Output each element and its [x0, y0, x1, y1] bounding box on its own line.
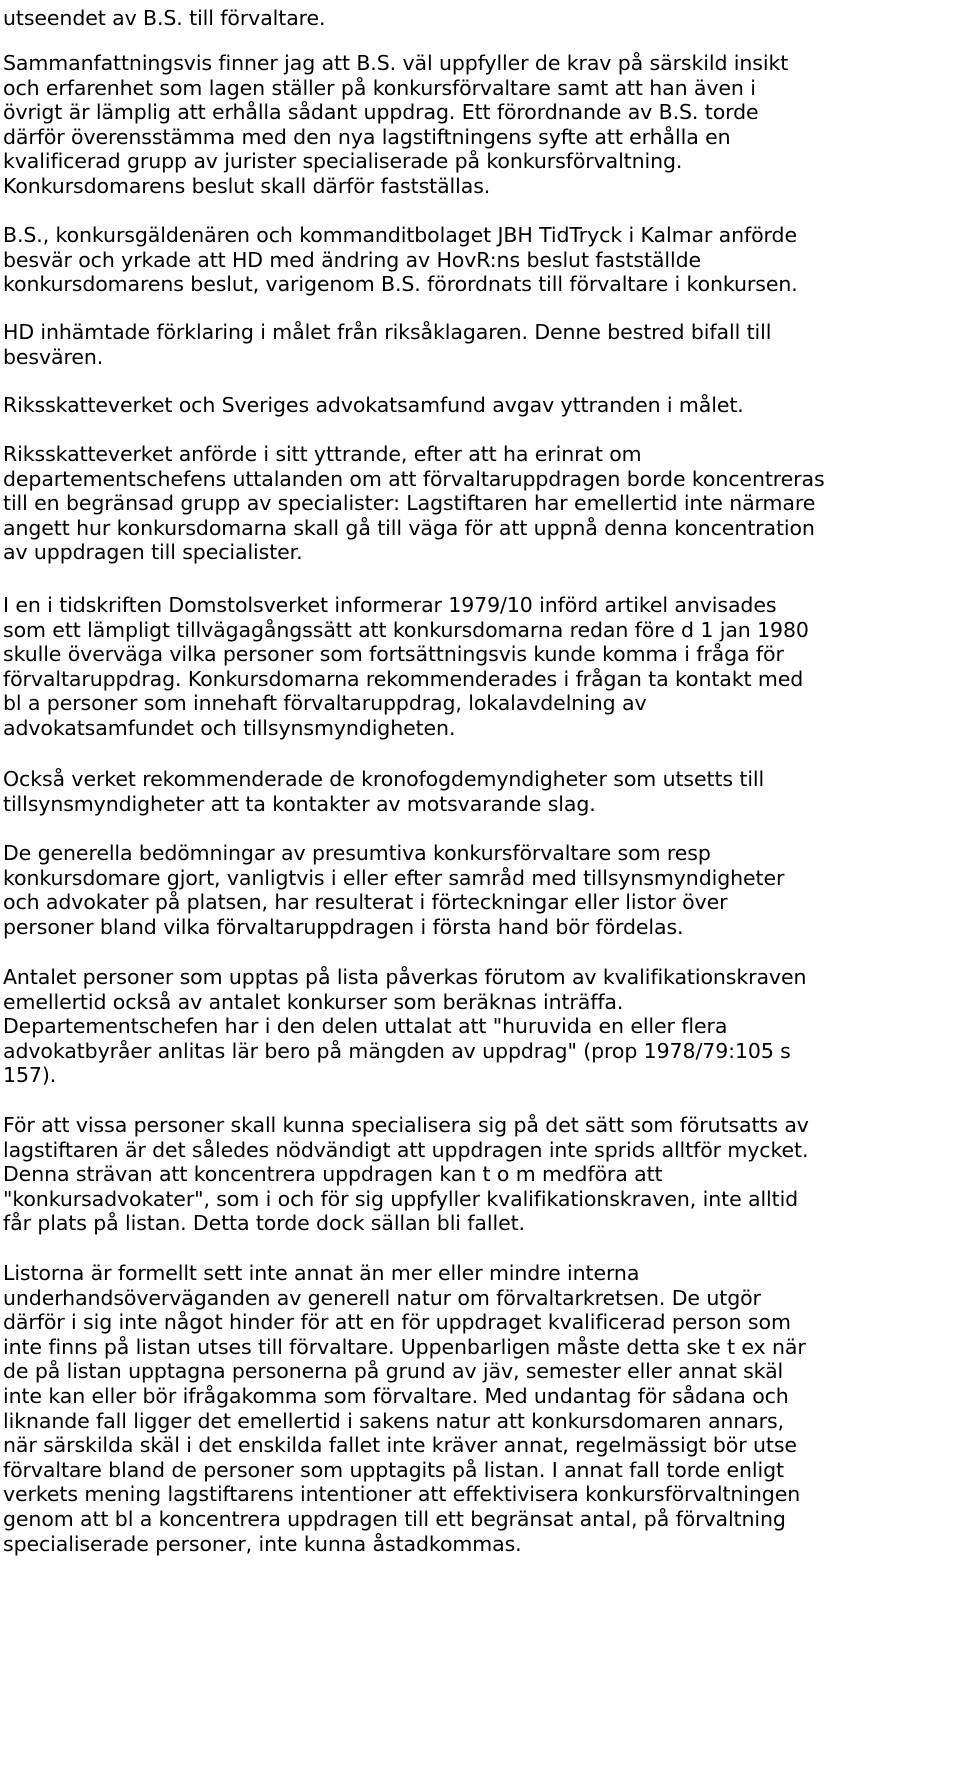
text-line: och advokater på platsen, har resulterat i förteckningar eller listor över [3, 890, 728, 915]
text-line: liknande fall ligger det emellertid i sakens natur att konkursdomaren annars, [3, 1408, 785, 1433]
text-line: I en i tidskriften Domstolsverket informerar 1979/10 införd artikel anvisades [3, 593, 777, 617]
text-line: kvalificerad grupp av jurister specialiserade på konkursförvaltning. [3, 149, 683, 174]
text-line: specialiserade personer, inte kunna åstadkommas. [3, 1531, 522, 1556]
text-line: som ett lämpligt tillvägagångssätt att konkursdomarna redan före d 1 jan 1980 [3, 617, 809, 642]
text-line: de på listan upptagna personerna på grund av jäv, semester eller annat skäl [3, 1359, 784, 1384]
text-line: besvären. [3, 344, 104, 369]
text-line: genom att bl a koncentrera uppdragen till ett begränsat antal, på förvaltning [3, 1507, 786, 1531]
text-line: B.S., konkursgäldenären och kommanditbolaget JBH TidTryck i Kalmar anförde [3, 223, 797, 247]
text-line: För att vissa personer skall kunna specialisera sig på det sätt som förutsatts av [3, 1113, 809, 1137]
text-line: förvaltaruppdrag. Konkursdomarna rekommenderades i frågan ta kontakt med [3, 666, 804, 691]
text-line: därför i sig inte något hinder för att en för uppdraget kvalificerad person som [3, 1310, 791, 1335]
text-line: skulle överväga vilka personer som fortsättningsvis kunde komma i fråga för [3, 642, 784, 667]
text-line: Också verket rekommenderade de kronofogdemyndigheter som utsetts till [3, 767, 765, 791]
text-line: 157). [3, 1063, 57, 1088]
text-line: Riksskatteverket anförde i sitt yttrande, efter att ha erinrat om [3, 442, 642, 466]
text-line: angett hur konkursdomarna skall gå till väga för att uppnå denna koncentration [3, 515, 815, 540]
text-line: advokatsamfundet och tillsynsmyndigheten. [3, 716, 456, 740]
text-line: inte kan eller bör ifrågakomma som förvaltare. Med undantag för sådana och [3, 1384, 789, 1408]
text-line: Antalet personer som upptas på lista påverkas förutom av kvalifikationskraven [3, 965, 807, 989]
text-line: Departementschefen har i den delen uttalat att "huruvida en eller flera [3, 1014, 728, 1039]
text-line: förvaltare bland de personer som upptagits på listan. I annat fall torde enligt [3, 1457, 784, 1482]
text-line: och erfarenhet som lagen ställer på konkursförvaltare samt att han även i [3, 75, 756, 100]
text-line: får plats på listan. Detta torde dock sällan bli fallet. [3, 1211, 525, 1236]
text-line: Sammanfattningsvis finner jag att B.S. väl uppfyller de krav på särskild insikt [3, 51, 789, 75]
text-line: Konkursdomarens beslut skall därför fastställas. [3, 174, 491, 198]
text-line: konkursdomarens beslut, varigenom B.S. förordnats till förvaltare i konkursen. [3, 272, 798, 297]
text-line: därför överensstämma med den nya lagstiftningens syfte att erhålla en [3, 124, 731, 149]
text-line: advokatbyråer anlitas lär bero på mängden av uppdrag" (prop 1978/79:105 s [3, 1038, 791, 1063]
text-line: tillsynsmyndigheter att ta kontakter av motsvarande slag. [3, 791, 596, 816]
text-line: övrigt är lämplig att erhålla sådant uppdrag. Ett förordnande av B.S. torde [3, 100, 759, 125]
text-line: bl a personer som innehaft förvaltaruppdrag, lokalavdelning av [3, 691, 647, 716]
text-line: Listorna är formellt sett inte annat än mer eller mindre interna [3, 1261, 640, 1285]
text-line: personer bland vilka förvaltaruppdragen i första hand bör fördelas. [3, 914, 684, 939]
text-line: konkursdomare gjort, vanligtvis i eller efter samråd med tillsynsmyndigheter [3, 865, 785, 890]
text-line: HD inhämtade förklaring i målet från riksåklagaren. Denne bestred bifall till [3, 320, 772, 344]
text-line: av uppdragen till specialister. [3, 540, 303, 565]
text-line: Denna strävan att koncentrera uppdragen kan t o m medföra att [3, 1162, 663, 1187]
text-line: De generella bedömningar av presumtiva konkursförvaltare som resp [3, 841, 711, 865]
text-line: underhandsöverväganden av generell natur om förvaltarkretsen. De utgör [3, 1285, 761, 1310]
text-line: inte finns på listan utses till förvaltare. Uppenbarligen måste detta ske t ex när [3, 1334, 806, 1359]
text-line: besvär och yrkade att HD med ändring av HovR:ns beslut fastställde [3, 247, 701, 272]
text-line: lagstiftaren är det således nödvändigt att uppdragen inte sprids alltför mycket. [3, 1137, 809, 1162]
text-line: till en begränsad grupp av specialister: Lagstiftaren har emellertid inte närmare [3, 491, 816, 516]
text-line: Riksskatteverket och Sveriges advokatsamfund avgav yttranden i målet. [3, 393, 744, 417]
text-line: emellertid också av antalet konkurser som beräknas inträffa. [3, 989, 624, 1014]
text-line: departementschefens uttalanden om att förvaltaruppdragen borde koncentreras [3, 466, 825, 491]
text-line: verkets mening lagstiftarens intentioner att effektivisera konkursförvaltningen [3, 1482, 801, 1507]
text-line: när särskilda skäl i det enskilda fallet inte kräver annat, regelmässigt bör utse [3, 1433, 797, 1458]
text-line: utseendet av B.S. till förvaltare. [3, 6, 326, 30]
text-line: "konkursadvokater", som i och för sig uppfyller kvalifikationskraven, inte alltid [3, 1186, 799, 1211]
